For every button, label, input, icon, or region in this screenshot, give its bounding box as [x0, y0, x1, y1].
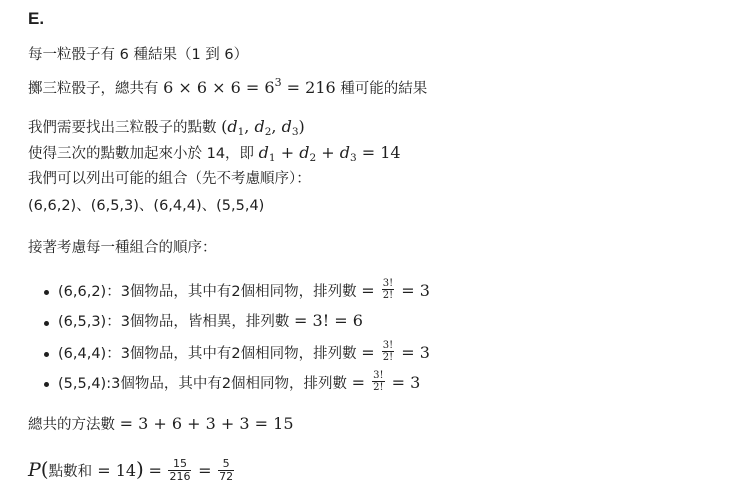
equals: = — [148, 461, 162, 480]
sum-equation — [259, 143, 401, 162]
formula-product: 6 × 6 × 6 = 6 — [163, 78, 275, 97]
section-heading: E. — [28, 9, 45, 28]
bullet-item-2 — [58, 311, 363, 332]
sub-3: 3 — [349, 152, 357, 164]
bullet-dot — [44, 382, 49, 387]
sub-2: 2 — [264, 126, 272, 138]
plus: + — [316, 143, 340, 162]
bullet-3-formula — [361, 340, 430, 363]
task-line-2-text: 使得三次的點數加起來小於 14，即 — [28, 146, 255, 162]
numerator: 3! — [382, 278, 394, 289]
probability-line — [28, 456, 236, 485]
intro-line-2-tail: 種可能的結果 — [340, 81, 428, 97]
task-line-1-text: 我們需要找出三粒骰子的點數 — [28, 120, 217, 136]
paren-close: ) — [298, 117, 305, 136]
task-line-2 — [28, 143, 401, 168]
task-line-3: 我們可以列出可能的組合（先不考慮順序）： — [28, 171, 311, 187]
numerator: 15 — [168, 458, 191, 471]
denominator: 216 — [169, 469, 191, 483]
fraction — [382, 278, 394, 301]
bullet-dot — [44, 321, 49, 326]
var-d: d — [281, 117, 292, 136]
fraction-5-72 — [218, 458, 234, 483]
bullet-item-1 — [58, 280, 430, 303]
total-outcomes-formula — [163, 78, 336, 97]
plus: + — [275, 143, 300, 162]
equals: = — [198, 461, 212, 480]
fraction-15-216 — [168, 458, 191, 483]
bullet-1-text: (6,6,2)：3個物品，其中有2個相同物，排列數 — [58, 284, 357, 300]
equals: = — [361, 281, 375, 300]
prob-event-math: = 14 — [92, 461, 137, 480]
bullet-item-3 — [58, 342, 430, 365]
total-line — [28, 414, 294, 435]
intro-line-2 — [28, 73, 427, 99]
sub-3: 3 — [291, 126, 299, 138]
sub-2: 2 — [309, 152, 317, 164]
var-d: d — [299, 143, 310, 162]
equals: = — [351, 373, 366, 392]
var-d: d — [258, 143, 269, 162]
task-line-1 — [28, 117, 305, 142]
combinations-list: (6,6,2)、(6,5,3)、(6,4,4)、(5,5,4) — [28, 198, 265, 214]
intro-line-2-text: 擲三粒骰子，總共有 — [28, 81, 159, 97]
fraction — [372, 370, 384, 393]
prob-event-text: 點數和 — [48, 464, 93, 480]
bullet-3-text: (6,4,4)：3個物品，其中有2個相同物，排列數 — [58, 346, 357, 362]
denominator: 2! — [373, 382, 384, 393]
denominator: 2! — [382, 290, 394, 301]
denominator: 2! — [382, 352, 394, 363]
total-formula: = 3 + 6 + 3 + 3 = 15 — [119, 414, 294, 433]
formula-exponent: 3 — [274, 76, 282, 89]
numerator: 3! — [382, 340, 394, 351]
order-heading: 接著考慮每一種組合的順序： — [28, 240, 217, 256]
sub-1: 1 — [268, 152, 276, 164]
fraction — [382, 340, 394, 363]
bullet-4-text: (5,5,4):3個物品，其中有2個相同物，排列數 — [58, 376, 348, 392]
paren-open: ( — [221, 117, 228, 136]
numerator: 5 — [218, 458, 234, 471]
var-d: d — [254, 117, 265, 136]
sub-1: 1 — [237, 126, 245, 138]
denominator: 72 — [219, 469, 234, 483]
intro-line-1: 每一粒骰子有 6 種結果（1 到 6） — [28, 47, 249, 63]
var-d: d — [339, 143, 350, 162]
result: = 3 — [401, 343, 430, 362]
bullet-1-formula — [361, 278, 430, 301]
comma: , — [271, 117, 282, 136]
bullet-item-4 — [58, 372, 420, 395]
formula-result: = 216 — [281, 78, 336, 97]
paren-close: ) — [136, 457, 144, 481]
dice-tuple — [221, 117, 305, 136]
numerator: 3! — [373, 370, 384, 381]
bullet-dot — [44, 352, 49, 357]
bullet-4-formula — [351, 370, 421, 393]
equals: = — [361, 343, 375, 362]
bullet-2-formula: = 3! = 6 — [294, 311, 363, 330]
var-d: d — [227, 117, 238, 136]
prob-symbol: P — [28, 459, 41, 481]
result: = 3 — [391, 373, 421, 392]
paren-open: ( — [40, 457, 49, 481]
equals-14: = 14 — [356, 143, 401, 162]
bullet-dot — [44, 290, 49, 295]
total-text: 總共的方法數 — [28, 417, 115, 433]
comma: , — [244, 117, 255, 136]
bullet-2-text: (6,5,3)：3個物品，皆相異，排列數 — [58, 314, 290, 330]
result: = 3 — [401, 281, 430, 300]
